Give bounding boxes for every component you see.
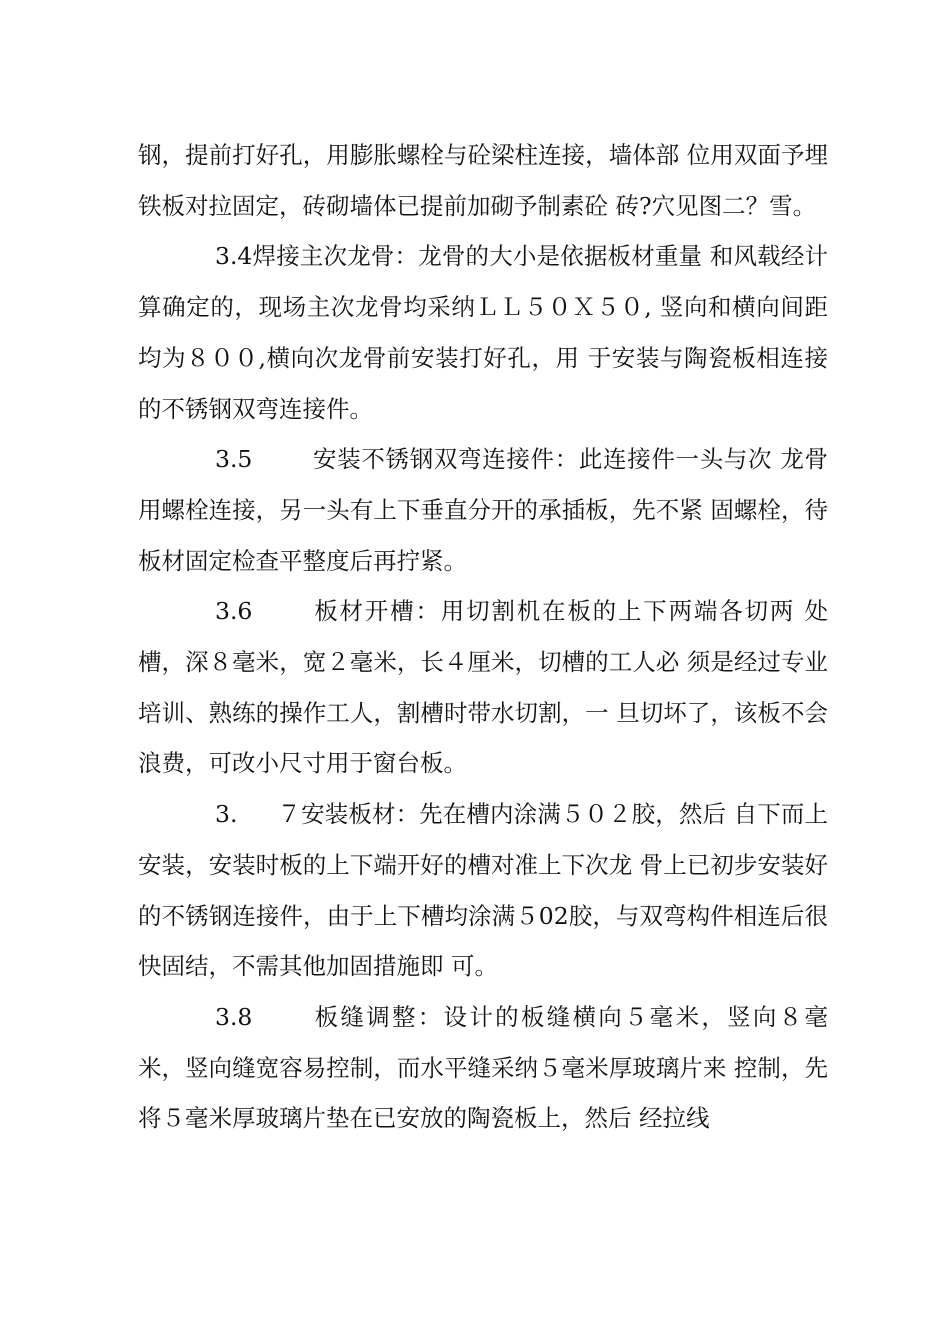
paragraph-text: 焊接主次龙骨：龙骨的大小是依据板材重量 和风载经计算确定的，现场主次龙骨均采纳ＬＬ５０Ｘ５０, 竖向和横向间距均为８００,横向次龙骨前安装打好孔，用 于安装与陶瓷板相连接的不锈钢双弯连接件。	[138, 242, 828, 423]
section-number: 3.8	[215, 1002, 253, 1031]
paragraph-3-7	[138, 789, 828, 992]
section-number: 3.4	[215, 242, 253, 271]
paragraph-text: 安装不锈钢双弯连接件：此连接件一头与次 龙骨用螺栓连接，另一头有上下垂直分开的承插板，先不紧 固螺栓，待板材固定检查平整度后再拧紧。	[138, 445, 828, 575]
paragraph-text: 钢，提前打好孔，用膨胀螺栓与砼梁柱连接，墙体部 位用双面予埋铁板对拉固定，砖砌墙体已提前加砌予制素砼 砖?穴见图二？雪。	[138, 141, 828, 220]
section-number: 3.5	[215, 445, 253, 474]
paragraph-3-6	[138, 586, 828, 789]
paragraph-3-4	[138, 231, 828, 434]
paragraph-3-5	[138, 434, 828, 586]
paragraph-text: 板材开槽：用切割机在板的上下两端各切两 处槽，深８毫米，宽２毫米，长４厘米，切槽的工人必 须是经过专业培训、熟练的操作工人，割槽时带水切割，一 旦切坏了，该板不会浪费，可改小尺寸用于窗台板。	[138, 597, 828, 778]
paragraph-continued	[138, 130, 828, 231]
document-page	[138, 130, 828, 1210]
paragraph-text: 板缝调整：设计的板缝横向５毫米，竖向８毫米，竖向缝宽容易控制，而水平缝采纳５毫米厚玻璃片来 控制，先将５毫米厚玻璃片垫在已安放的陶瓷板上，然后 经拉线	[138, 1002, 828, 1133]
section-number: 3.6	[215, 597, 253, 626]
paragraph-text: ７安装板材：先在槽内涂满５０２胶，然后 自下而上安装，安装时板的上下端开好的槽对准上下次龙 骨上已初步安装好的不锈钢连接件，由于上下槽均涂满５02胶，与双弯构件相连后很快固结，不需其他加固措施即 可。	[138, 800, 828, 981]
section-number: 3.	[215, 800, 238, 829]
paragraph-3-8	[138, 992, 828, 1144]
